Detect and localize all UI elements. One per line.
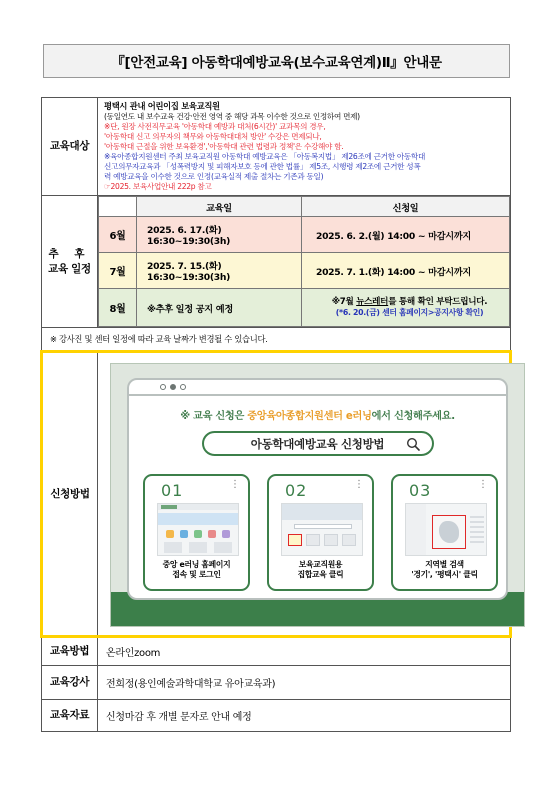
target-line-4: '아동학대 신고 의무자의 책무와 아동학대대처 방안' 수강은 면제되나, xyxy=(104,131,322,141)
schedule-cell xyxy=(98,196,511,328)
schedule-apply-date: 2025. 7. 1.(화) 14:00 ~ 마감시까지 xyxy=(302,253,510,289)
schedule-apply-notice xyxy=(302,289,510,327)
step-card-2 xyxy=(267,474,374,591)
banner-head-pre: ※ 교육 신청은 xyxy=(180,411,248,423)
schedule-row-july xyxy=(99,253,510,289)
step-caption xyxy=(269,560,372,580)
kebab-menu-icon: ⋮ xyxy=(354,479,364,491)
kebab-menu-icon: ⋮ xyxy=(478,479,488,491)
schedule-row-june xyxy=(99,217,510,253)
group-training-thumbnail xyxy=(281,503,363,556)
schedule-month: 8월 xyxy=(99,289,137,327)
window-titlebar xyxy=(129,380,506,396)
notice-homepage: (*6. 20.(금) 센터 홈페이지>공지사항 확인) xyxy=(335,308,484,318)
search-pill xyxy=(202,431,434,456)
kebab-menu-icon: ⋮ xyxy=(230,479,240,491)
target-label: 교육대상 xyxy=(42,98,98,196)
region-search-thumbnail xyxy=(405,503,487,556)
schedule-edu-date: 2025. 7. 15.(화) 16:30~19:30(3h) xyxy=(137,253,302,289)
schedule-month: 7월 xyxy=(99,253,137,289)
window-dot-icon xyxy=(170,384,176,390)
step-caption-line-2: '경기', '평택시' 클릭 xyxy=(411,570,478,580)
target-content xyxy=(98,98,511,196)
notice-post: 를 통해 확인 부탁드립니다. xyxy=(388,296,488,307)
schedule-month: 6월 xyxy=(99,217,137,253)
method-value: 온라인zoom xyxy=(98,637,511,666)
schedule-header xyxy=(99,197,510,217)
apply-banner xyxy=(110,363,525,627)
target-line-2: (동일연도 내 보수교육 건강·안전 영역 중 해당 과목 이수한 것으로 인정하여 면제) xyxy=(104,111,360,121)
target-line-5: '아동학대 근절을 위한 보육환경','아동학대 관련 법령과 정책'은 수강해야 함. xyxy=(104,141,344,151)
apply-cell xyxy=(98,352,511,637)
schedule-row xyxy=(42,196,511,328)
window-dot-icon xyxy=(180,384,186,390)
teacher-label: 교육강사 xyxy=(42,666,98,700)
apply-row xyxy=(42,352,511,637)
info-table xyxy=(40,97,512,732)
step-caption-line-1: 지역별 검색 xyxy=(425,560,464,570)
step-card-1 xyxy=(143,474,250,591)
target-line-1: 평택시 관내 어린이집 보육교직원 xyxy=(104,101,220,111)
elearning-homepage-thumbnail xyxy=(157,503,239,556)
schedule-label-a: 추 후 xyxy=(48,248,91,261)
schedule-edu-date: 2025. 6. 17.(화) 16:30~19:30(3h) xyxy=(137,217,302,253)
banner-head-post: 에서 신청해주세요. xyxy=(371,411,455,423)
schedule-row-august xyxy=(99,289,510,327)
schedule-header-edu: 교육일 xyxy=(137,197,302,217)
method-row xyxy=(42,637,511,666)
schedule-label-b: 교육 일정 xyxy=(48,262,91,275)
browser-window xyxy=(127,378,508,600)
page-title: 『[안전교육] 아동학대예방교육(보수교육연계)Ⅱ』안내문 xyxy=(43,44,510,78)
schedule-apply-date: 2025. 6. 2.(월) 14:00 ~ 마감시까지 xyxy=(302,217,510,253)
target-row xyxy=(42,98,511,196)
schedule-label xyxy=(42,196,98,328)
material-value: 신청마감 후 개별 문자로 안내 예정 xyxy=(98,700,511,732)
target-line-9: ☞2025. 보육사업안내 222p 참고 xyxy=(104,182,212,192)
target-line-7: 신고의무자교육과 「성폭력방지 및 피해자보호 등에 관한 법률」 제5조, 시행령 제2조에 근거한 성폭 xyxy=(104,162,421,172)
schedule-header-apply: 신청일 xyxy=(302,197,510,217)
step-number: 02 xyxy=(285,481,308,501)
step-number: 01 xyxy=(161,481,184,501)
target-line-8: 력 예방교육을 이수한 것으로 인정(교육실적 제출 절차는 기존과 동일) xyxy=(104,172,324,182)
region-map-icon xyxy=(432,515,466,549)
window-dot-icon xyxy=(160,384,166,390)
schedule-table xyxy=(98,196,510,327)
schedule-edu-date: ※추후 일정 공지 예정 xyxy=(137,289,302,327)
banner-head-highlight: 중앙육아종합지원센터 e러닝 xyxy=(247,411,372,423)
notice-newsletter xyxy=(310,297,509,309)
material-label: 교육자료 xyxy=(42,700,98,732)
notice-pre: ※7월 xyxy=(331,296,357,307)
teacher-row xyxy=(42,666,511,700)
schedule-change-note: ※ 강사진 및 센터 일정에 따라 교육 날짜가 변경될 수 있습니다. xyxy=(42,328,511,352)
step-caption-line-1: 보육교직원용 xyxy=(298,560,343,570)
schedule-header-month xyxy=(99,197,137,217)
step-cards xyxy=(143,474,498,591)
step-card-3 xyxy=(391,474,498,591)
target-line-3: ※단, 원장 사전직무교육 '아동학대 예방과 대처(6시간)' 교과목의 경우, xyxy=(104,121,326,131)
banner-headline xyxy=(129,407,506,422)
step-caption xyxy=(145,560,248,580)
target-line-6: ※육아종합지원센터 주최 보육교직원 아동학대 예방교육은 「아동복지법」 제26조에 근거한 아동학대 xyxy=(104,152,426,161)
search-pill-label: 아동학대예방교육 신청방법 xyxy=(250,436,385,451)
apply-label: 신청방법 xyxy=(42,352,98,637)
step-number: 03 xyxy=(409,481,432,501)
search-icon xyxy=(406,437,420,451)
material-row xyxy=(42,700,511,732)
newsletter-link[interactable]: 뉴스레터 xyxy=(356,296,389,307)
teacher-value: 전희정(용인예술과학대학교 유아교육과) xyxy=(98,666,511,700)
method-label: 교육방법 xyxy=(42,637,98,666)
step-caption-line-2: 집합교육 클릭 xyxy=(297,570,344,580)
step-caption-line-2: 접속 및 로그인 xyxy=(172,570,221,580)
step-caption-line-1: 중앙 e러닝 홈페이지 xyxy=(162,560,231,570)
step-caption xyxy=(393,560,496,580)
note-row xyxy=(42,328,511,352)
